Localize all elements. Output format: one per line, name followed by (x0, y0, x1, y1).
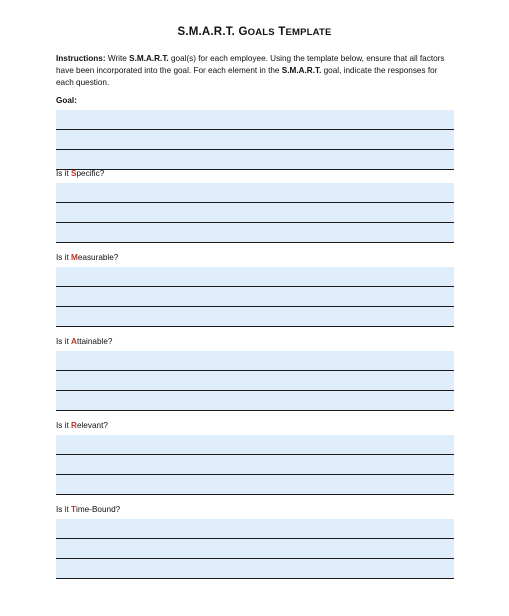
section-label-attainable: Is it Attainable? (56, 337, 113, 346)
response-line[interactable] (56, 267, 454, 287)
response-line[interactable] (56, 130, 454, 150)
response-line[interactable] (56, 351, 454, 371)
section-time-bound (56, 504, 454, 579)
response-line[interactable] (56, 150, 454, 170)
page-title: S.M.A.R.T. GOALS TEMPLATE (177, 26, 332, 38)
response-line[interactable] (56, 475, 454, 495)
response-line[interactable] (56, 223, 454, 243)
response-line[interactable] (56, 435, 454, 455)
response-area-goal[interactable] (56, 110, 454, 170)
section-label-specific: Is it Specific? (56, 169, 105, 178)
response-line[interactable] (56, 307, 454, 327)
response-line[interactable] (56, 287, 454, 307)
section-specific (56, 168, 454, 243)
response-line[interactable] (56, 183, 454, 203)
section-relevant (56, 420, 454, 495)
response-line[interactable] (56, 391, 454, 411)
response-line[interactable] (56, 371, 454, 391)
section-label-measurable: Is it Measurable? (56, 253, 119, 262)
response-line[interactable] (56, 203, 454, 223)
response-area-time-bound[interactable] (56, 519, 454, 579)
response-line[interactable] (56, 519, 454, 539)
instructions-lead: Instructions: (56, 54, 106, 63)
response-area-measurable[interactable] (56, 267, 454, 327)
section-label-time-bound: Is it Time-Bound? (56, 505, 121, 514)
response-line[interactable] (56, 110, 454, 130)
section-label-goal: Goal: (56, 96, 77, 105)
section-label-relevant: Is it Relevant? (56, 421, 108, 430)
response-area-attainable[interactable] (56, 351, 454, 411)
response-line[interactable] (56, 559, 454, 579)
section-measurable (56, 252, 454, 327)
response-area-specific[interactable] (56, 183, 454, 243)
response-area-relevant[interactable] (56, 435, 454, 495)
response-line[interactable] (56, 539, 454, 559)
section-attainable (56, 336, 454, 411)
response-line[interactable] (56, 455, 454, 475)
section-goal (56, 95, 454, 170)
instructions-paragraph: Instructions: Write S.M.A.R.T. goal(s) for each employee. Using the template below, ensure that all factors have been incorporated into the goal. For each element in the S.M.A.R.T. goal, indicate the responses for each question. (56, 54, 445, 87)
